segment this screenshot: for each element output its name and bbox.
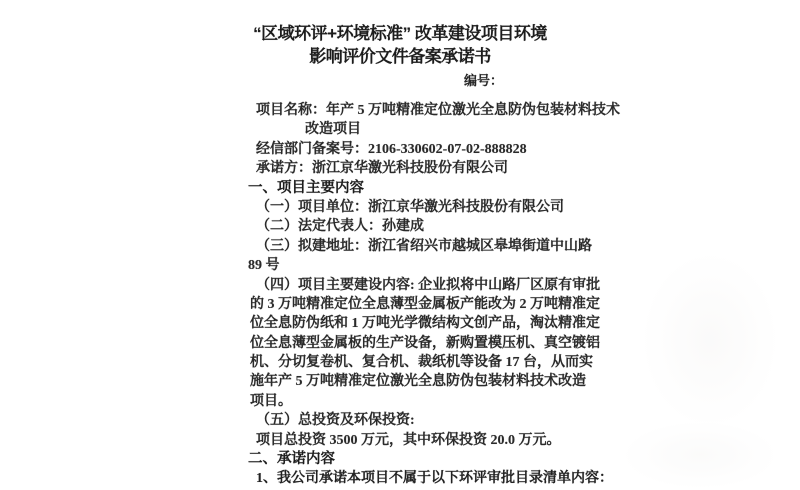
title-line-1: “区域环评+环境标准” 改革建设项目环境	[253, 24, 547, 43]
scan-artifact	[640, 250, 780, 430]
item-5-line-1: （五）总投资及环保投资:	[256, 413, 415, 429]
item-3-cont-line: 89 号	[248, 258, 280, 274]
record-number-line: 经信部门备案号：2106-330602-07-02-888828	[256, 141, 527, 157]
item-3-line: （三）拟建地址：浙江省绍兴市越城区皋埠街道中山路	[256, 238, 592, 254]
project-name-wrap-line: 改造项目	[305, 122, 361, 138]
number-label: 编号：	[464, 73, 504, 88]
item-4-line-7: 项目。	[250, 393, 292, 409]
section-1-heading: 一、项目主要内容	[248, 179, 364, 196]
promisor-line: 承诺方：浙江京华激光科技股份有限公司	[256, 161, 508, 177]
item-4-line-3: 位全息防伪纸和 1 万吨光学微结构文创产品，淘汰精准定	[250, 316, 600, 332]
section-2-heading: 二、承诺内容	[248, 451, 335, 468]
title-line-2: 影响评价文件备案承诺书	[309, 47, 491, 66]
item-4-line-5: 机、分切复卷机、复合机、裁纸机等设备 17 台，从而实	[250, 355, 593, 371]
document-title	[0, 22, 800, 68]
item-5-line-2: 项目总投资 3500 万元，其中环保投资 20.0 万元。	[256, 432, 561, 448]
item-4-line-2: 的 3 万吨精准定位全息薄型金属板产能改为 2 万吨精准定	[250, 296, 600, 312]
item-4-line-4: 位全息薄型金属板的生产设备，新购置模压机、真空镀铝	[250, 335, 600, 351]
item-4-line-1: （四）项目主要建设内容: 企业拟将中山路厂区原有审批	[256, 277, 601, 293]
project-name-line: 项目名称：年产 5 万吨精准定位激光全息防伪包装材料技术	[256, 103, 620, 118]
commitment-item-1-line: 1、我公司承诺本项目不属于以下环评审批目录清单内容：	[256, 471, 613, 487]
item-2-line: （二）法定代表人：孙建成	[256, 219, 424, 235]
scan-artifact	[620, 420, 780, 490]
item-4-line-6: 施年产 5 万吨精准定位激光全息防伪包装材料技术改造	[250, 374, 586, 390]
document-body	[248, 101, 634, 489]
item-1-line: （一）项目单位：浙江京华激光科技股份有限公司	[256, 199, 564, 215]
